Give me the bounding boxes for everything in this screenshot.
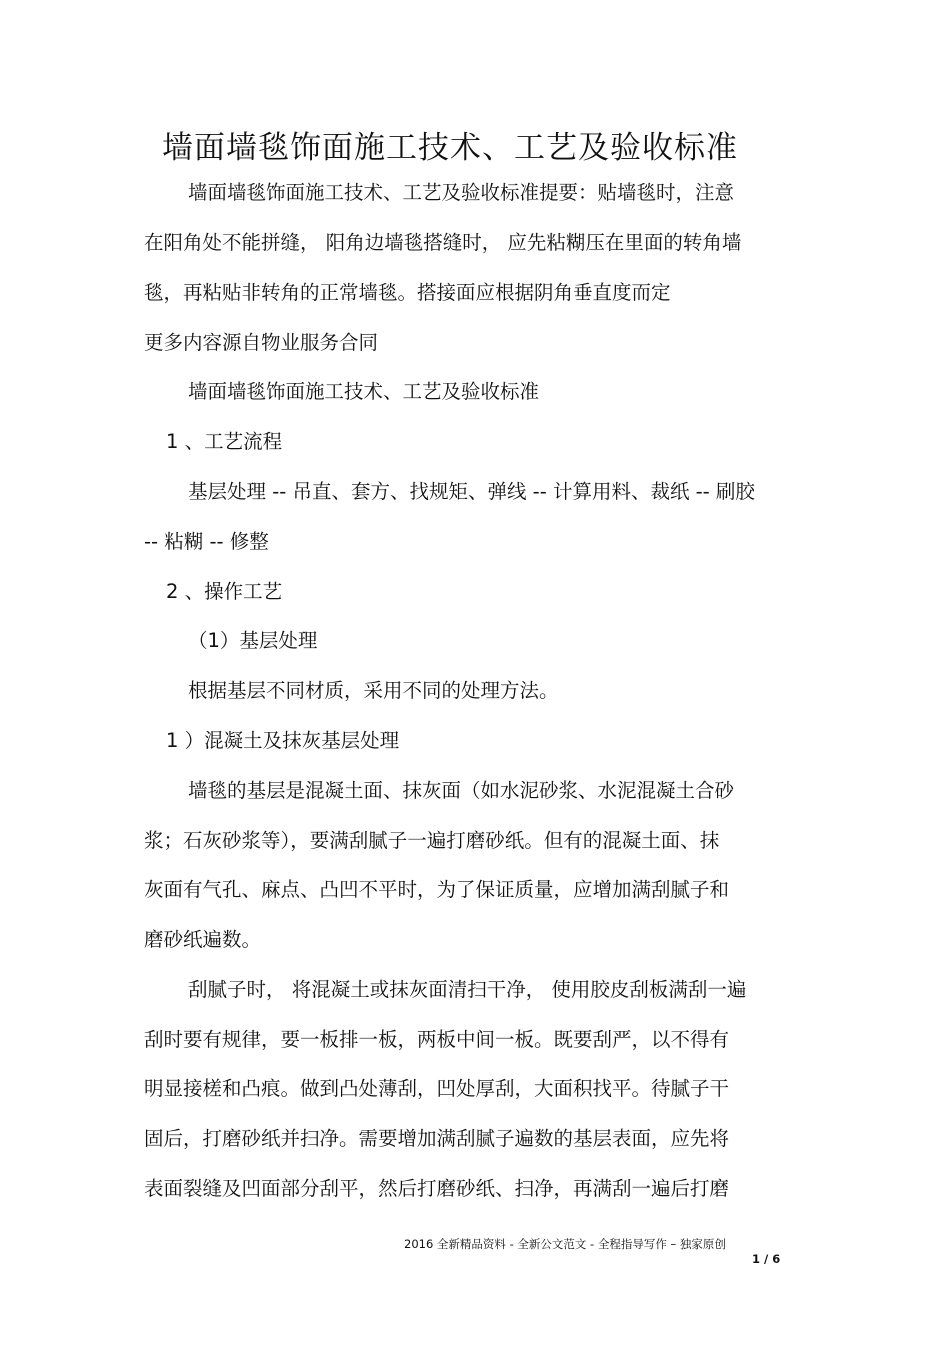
paragraph-line: 明显接槎和凸痕。做到凸处薄刮，凹处厚刮，大面积找平。待腻子干 (144, 1077, 730, 1100)
paragraph-line: 墙毯的基层是混凝土面、抹灰面（如水泥砂浆、水泥混凝土合砂 (188, 779, 735, 802)
paragraph-line: 墙面墙毯饰面施工技术、工艺及验收标准 (188, 380, 540, 403)
paragraph-line: 毯，再粘贴非转角的正常墙毯。搭接面应根据阴角垂直度而定 (144, 281, 671, 304)
paragraph-line: 更多内容源自物业服务合同 (144, 331, 379, 354)
paragraph-line: 固后，打磨砂纸并扫净。需要增加满刮腻子遍数的基层表面，应先将 (144, 1127, 730, 1150)
paragraph-line: 表面裂缝及凹面部分刮平，然后打磨砂纸、扫净，再满刮一遍后打磨 (144, 1177, 730, 1200)
paragraph-line: 基层处理 -- 吊直、套方、找规矩、弹线 -- 计算用料、裁纸 -- 刷胶 (188, 480, 755, 503)
subsection-heading: 1 ）混凝土及抹灰基层处理 (166, 729, 400, 752)
section-heading: 1 、工艺流程 (166, 430, 283, 453)
page-number: 1 / 6 (752, 1252, 781, 1266)
paragraph-line: 磨砂纸遍数。 (144, 928, 262, 951)
paragraph-line: 浆；石灰砂浆等），要满刮腻子一遍打磨砂纸。但有的混凝土面、抹 (144, 829, 720, 852)
subsection-heading: （1）基层处理 (188, 629, 318, 652)
paragraph-line: 墙面墙毯饰面施工技术、工艺及验收标准提要：贴墙毯时，注意 (188, 181, 735, 204)
section-heading: 2 、操作工艺 (166, 580, 283, 603)
paragraph-line: 在阳角处不能拼缝， 阳角边墙毯搭缝时， 应先粘糊压在里面的转角墙 (144, 231, 742, 254)
paragraph-line: 根据基层不同材质，采用不同的处理方法。 (188, 679, 559, 702)
paragraph-line: 灰面有气孔、麻点、凸凹不平时，为了保证质量，应增加满刮腻子和 (144, 878, 730, 901)
paragraph-line: 刮腻子时， 将混凝土或抹灰面清扫干净， 使用胶皮刮板满刮一遍 (188, 978, 747, 1001)
paragraph-line: 刮时要有规律，要一板排一板，两板中间一板。既要刮严，以不得有 (144, 1028, 730, 1051)
footer-text: 2016 全新精品资料 - 全新公文范文 - 全程指导写作 – 独家原创 (404, 1237, 726, 1251)
document-title: 墙面墙毯饰面施工技术、工艺及验收标准 (162, 130, 738, 166)
paragraph-line: -- 粘糊 -- 修整 (144, 530, 269, 553)
